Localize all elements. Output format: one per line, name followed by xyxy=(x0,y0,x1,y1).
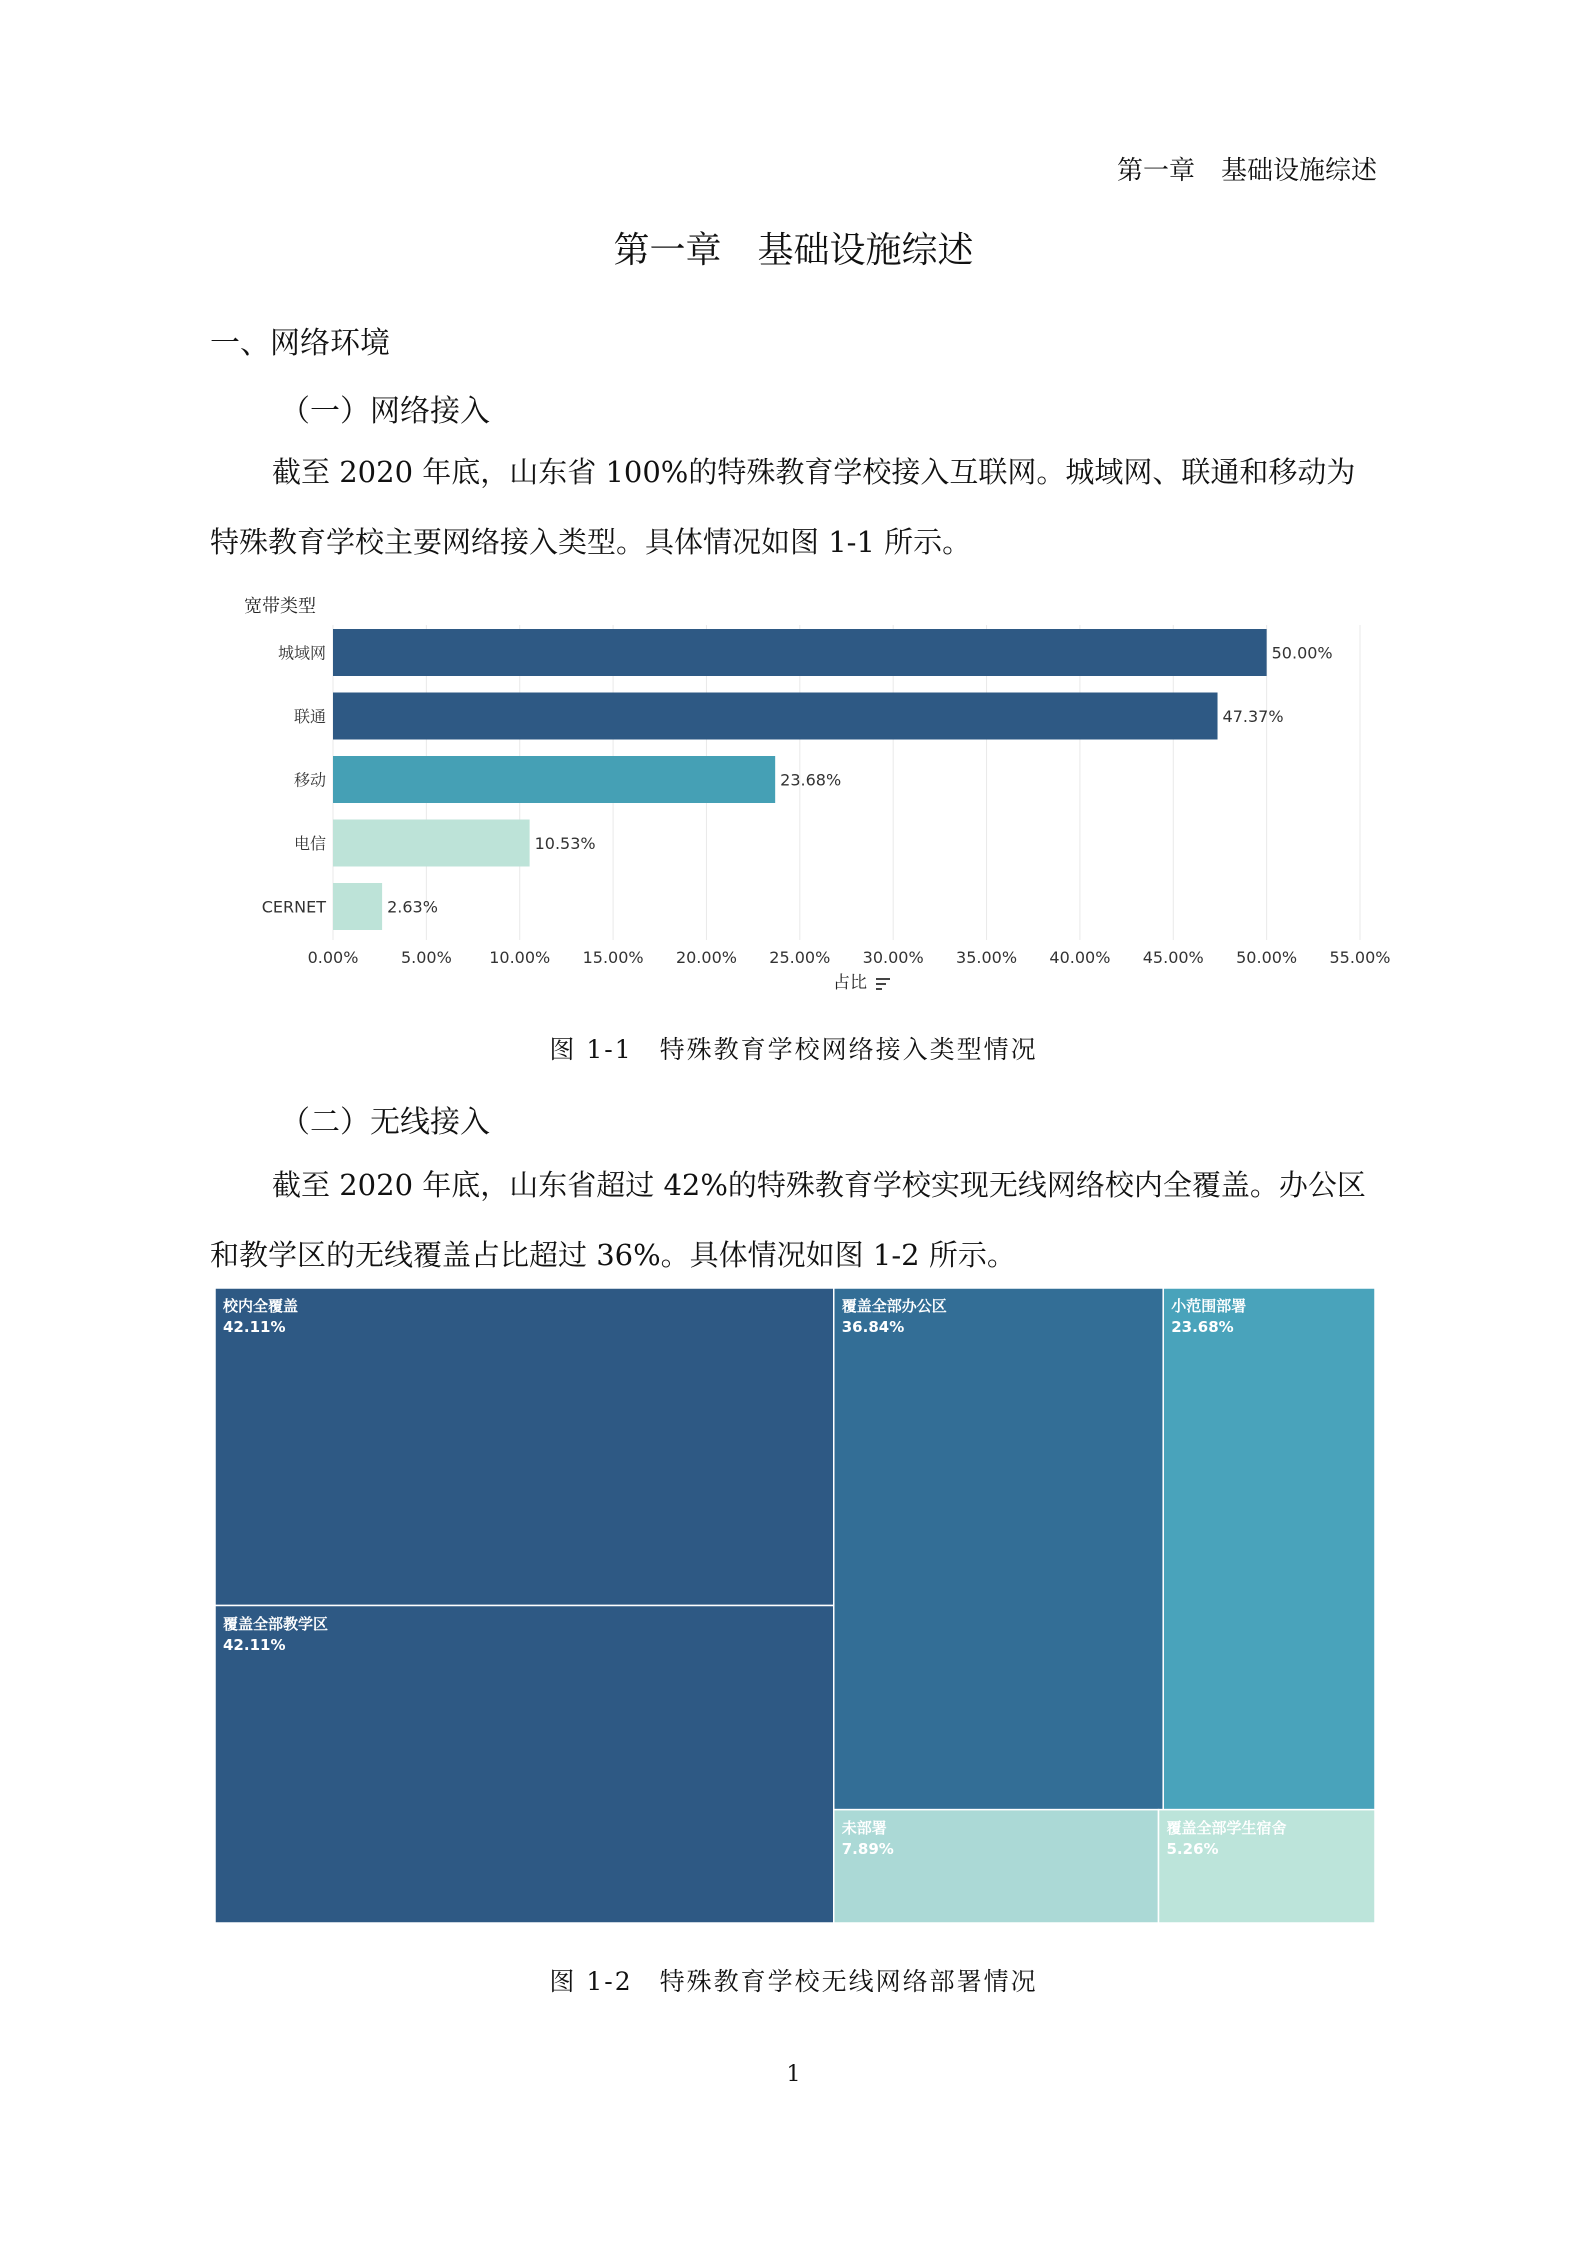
bar-value-label: 50.00% xyxy=(1271,643,1333,663)
figure-2-caption: 图 1-2 特殊教育学校无线网络部署情况 xyxy=(549,1967,1038,1996)
subsection-heading-wireless: （二）无线接入 xyxy=(280,1105,490,1140)
x-tick-label: 15.00% xyxy=(582,948,644,967)
bar-value-label: 23.68% xyxy=(780,770,842,790)
y-tick-label: 电信 xyxy=(293,834,326,853)
treemap-cell[interactable] xyxy=(1159,1810,1375,1923)
y-tick-label: 城域网 xyxy=(277,643,326,663)
treemap-cell[interactable] xyxy=(215,1606,834,1924)
treemap-cell-value: 42.11% xyxy=(223,1635,286,1654)
bar-value-label: 47.37% xyxy=(1222,707,1284,726)
treemap-cell[interactable] xyxy=(1163,1288,1375,1810)
y-axis-title: 宽带类型 xyxy=(244,596,316,617)
x-tick-label: 0.00% xyxy=(307,948,359,967)
x-tick-label: 5.00% xyxy=(400,948,452,967)
treemap-cell-value: 23.68% xyxy=(1171,1318,1234,1336)
section-heading: 一、网络环境 xyxy=(210,326,390,361)
bar[interactable] xyxy=(333,693,1218,740)
bar-value-label: 10.53% xyxy=(534,834,596,853)
paragraph-network-access: 截至 2020 年底，山东省 100%的特殊教育学校接入互联网。城域网、联通和移动为特殊教育学校主要网络接入类型。具体情况如图 1-1 所示。 xyxy=(210,455,1356,559)
bar-chart xyxy=(200,585,1400,1005)
sort-descending-icon[interactable] xyxy=(876,978,890,990)
treemap-cell-name: 校内全覆盖 xyxy=(223,1297,299,1315)
treemap-cell-name: 覆盖全部教学区 xyxy=(223,1614,329,1633)
treemap-cell-value: 42.11% xyxy=(223,1318,286,1336)
treemap-cell-value: 5.26% xyxy=(1166,1839,1219,1858)
x-tick-label: 40.00% xyxy=(1049,948,1111,967)
x-tick-label: 55.00% xyxy=(1329,948,1391,967)
x-tick-label: 25.00% xyxy=(769,948,831,967)
chapter-title: 第一章 基础设施综述 xyxy=(613,230,974,271)
treemap-chart xyxy=(215,1288,1375,1923)
x-tick-label: 30.00% xyxy=(862,948,924,967)
x-tick-label: 50.00% xyxy=(1236,948,1298,967)
bar[interactable] xyxy=(333,629,1267,676)
running-header: 第一章 基础设施综述 xyxy=(1116,156,1377,186)
bar[interactable] xyxy=(333,883,382,930)
treemap-cell-value: 36.84% xyxy=(841,1318,905,1336)
x-tick-label: 35.00% xyxy=(956,948,1018,967)
treemap-cell[interactable] xyxy=(834,1288,1163,1810)
y-tick-label: 联通 xyxy=(293,707,326,726)
treemap-cell[interactable] xyxy=(834,1810,1159,1923)
x-tick-label: 20.00% xyxy=(675,948,737,967)
paragraph-wireless: 截至 2020 年底，山东省超过 42%的特殊教育学校实现无线网络校内全覆盖。办公区和教学区的无线覆盖占比超过 36%。具体情况如图 1-2 所示。 xyxy=(210,1168,1366,1272)
bar[interactable] xyxy=(333,756,775,803)
treemap-cell-name: 未部署 xyxy=(841,1818,887,1837)
treemap-cell-name: 小范围部署 xyxy=(1171,1297,1247,1315)
x-tick-label: 45.00% xyxy=(1142,948,1204,967)
y-tick-label: 移动 xyxy=(293,770,326,790)
y-tick-label: CERNET xyxy=(261,897,326,917)
subsection-heading-network-access: （一）网络接入 xyxy=(280,394,490,429)
x-axis-title: 占比 xyxy=(833,973,867,993)
x-tick-label: 10.00% xyxy=(489,948,551,967)
page-number: 1 xyxy=(786,2062,801,2087)
bar[interactable] xyxy=(333,820,530,867)
bar-value-label: 2.63% xyxy=(387,897,438,917)
treemap-cell-value: 7.89% xyxy=(841,1839,894,1858)
treemap-cell[interactable] xyxy=(215,1288,834,1606)
treemap-cell-name: 覆盖全部办公区 xyxy=(841,1297,947,1315)
x-axis-ticks xyxy=(308,948,1391,967)
figure-1-caption: 图 1-1 特殊教育学校网络接入类型情况 xyxy=(549,1035,1038,1064)
treemap-cell-name: 覆盖全部学生宿舍 xyxy=(1166,1818,1287,1837)
chart-bars xyxy=(262,629,1333,930)
